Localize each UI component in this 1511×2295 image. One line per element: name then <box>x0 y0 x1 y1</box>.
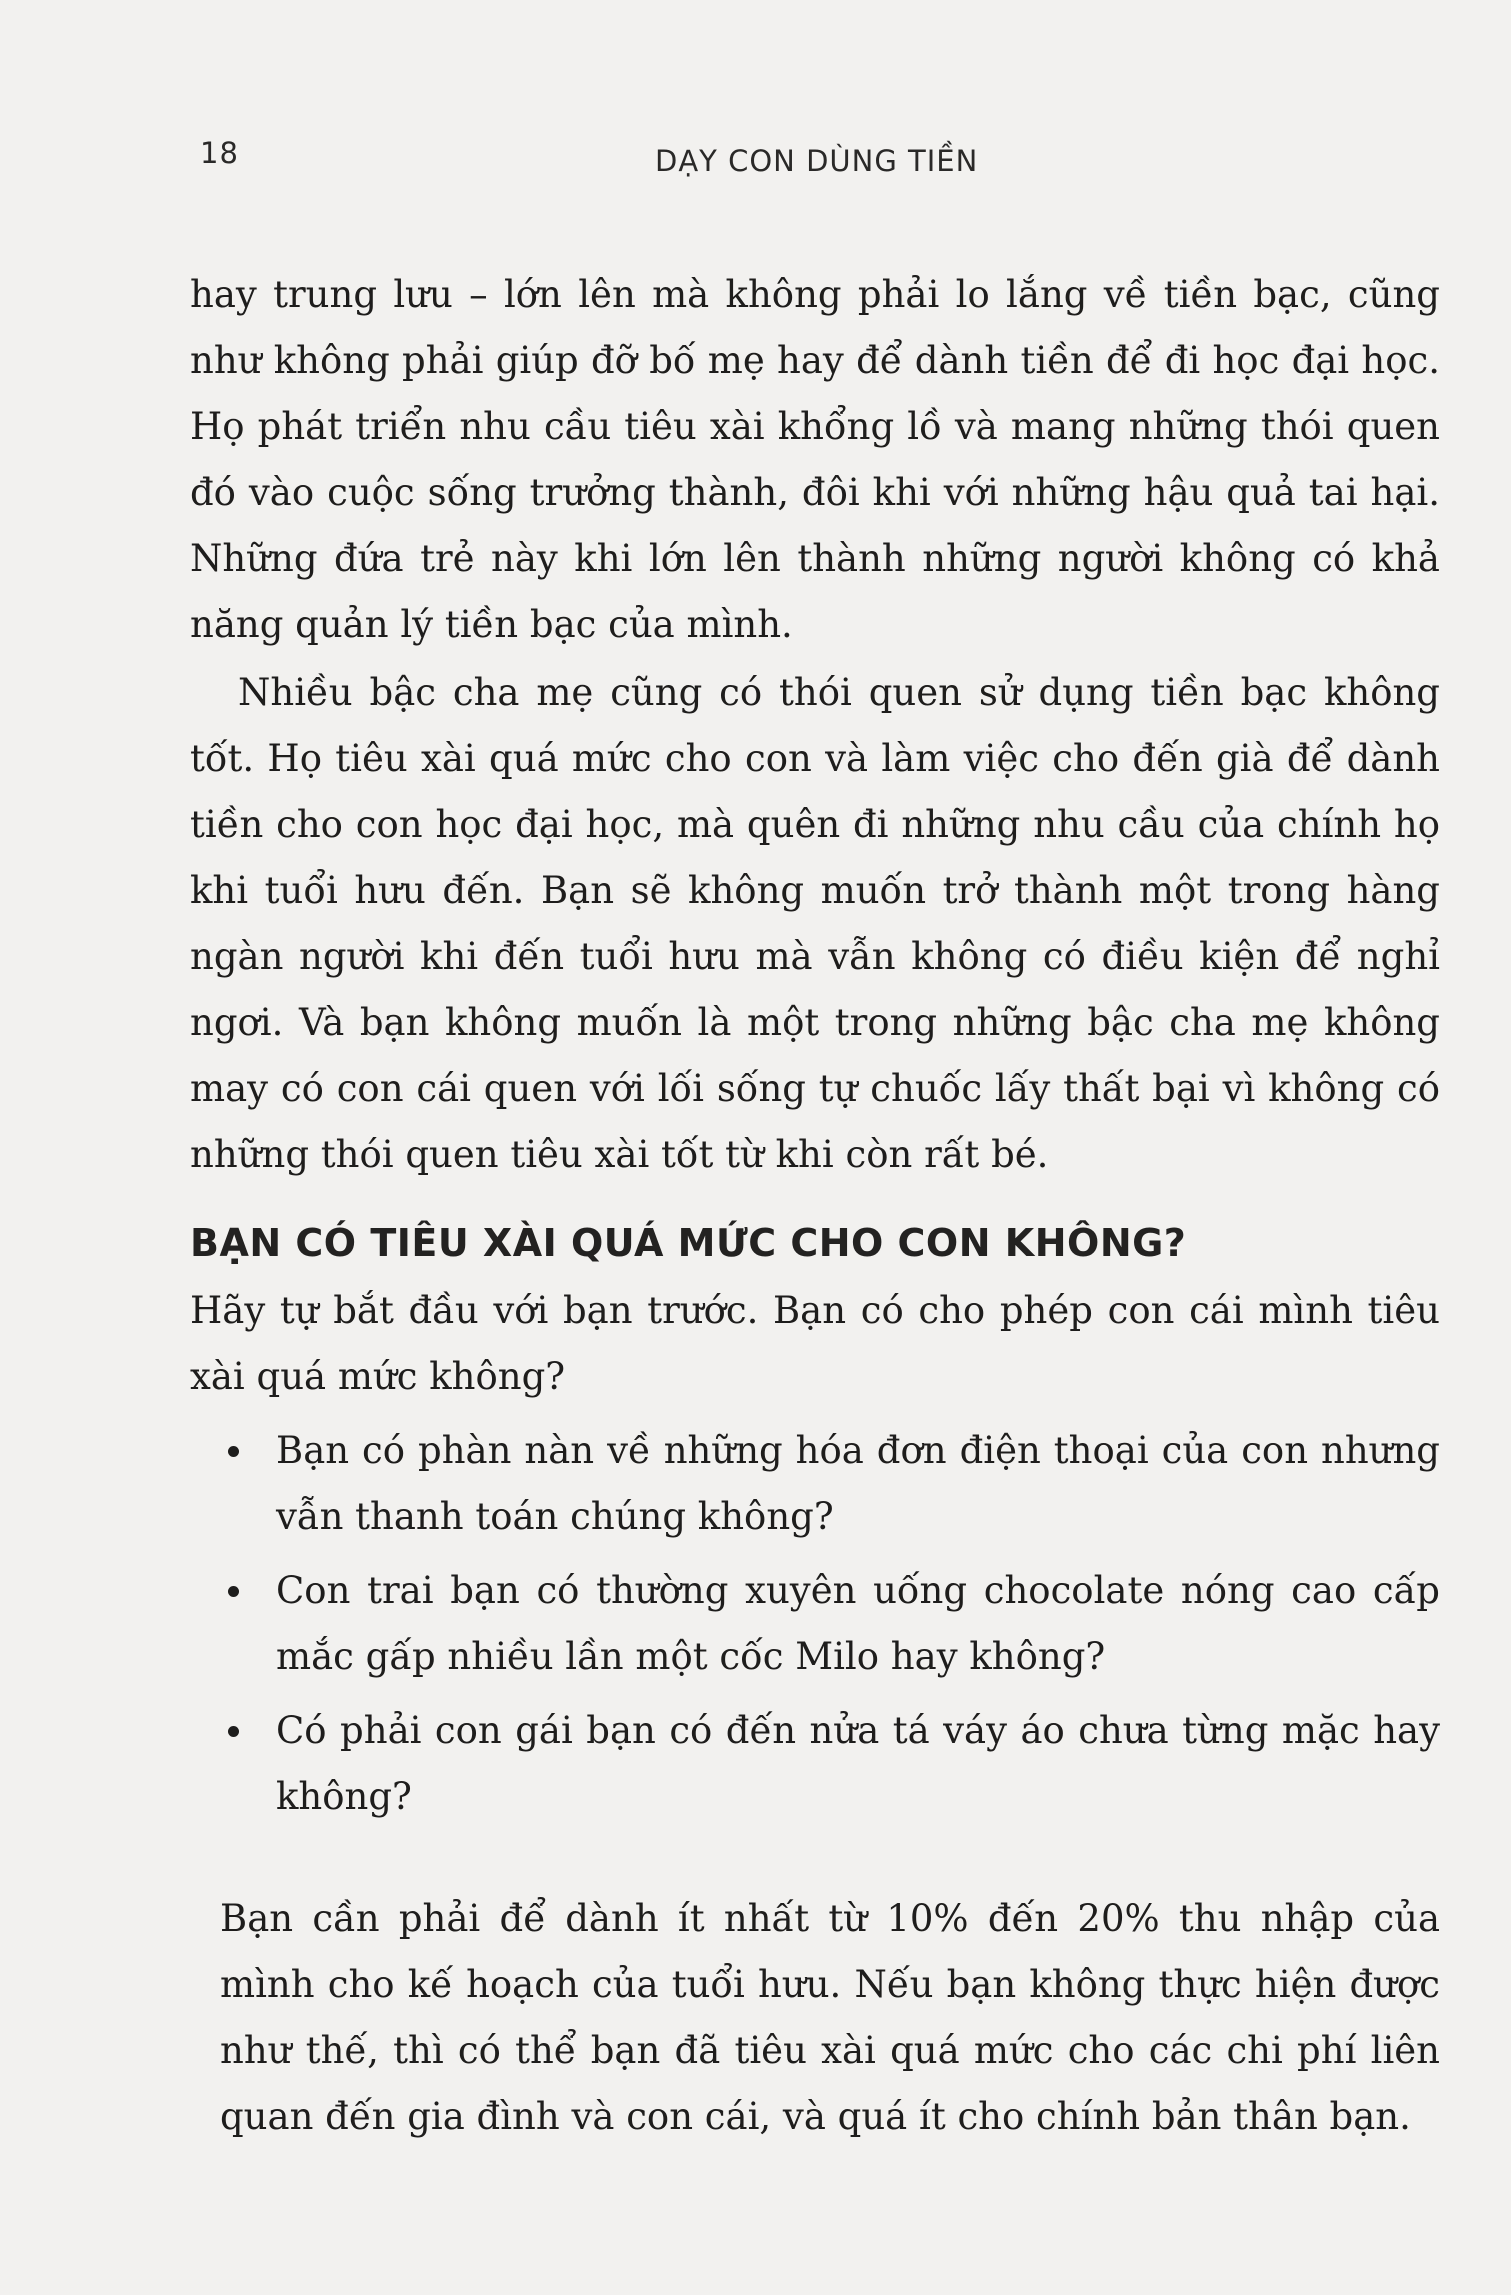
list-item <box>190 1418 1440 1550</box>
list-item <box>190 1558 1440 1690</box>
bullet-icon <box>228 1586 239 1597</box>
paragraph-parents-habits: Nhiều bậc cha mẹ cũng có thói quen sử dụng tiền bạc không tốt. Họ tiêu xài quá mức cho con và làm việc cho đến già để dành tiền cho con học đại học, mà quên đi những nhu cầu của chính họ khi tuổi hưu đến. Bạn sẽ không muốn trở thành một trong hàng ngàn người khi đến tuổi hưu mà vẫn không có điều kiện để nghỉ ngơi. Và bạn không muốn là một trong những bậc cha mẹ không may có con cái quen với lối sống tự chuốc lấy thất bại vì không có những thói quen tiêu xài tốt từ khi còn rất bé. <box>190 671 1440 1176</box>
list-item-text: Con trai bạn có thường xuyên uống chocolate nóng cao cấp mắc gấp nhiều lần một cốc Milo hay không? <box>276 1569 1440 1678</box>
list-item-text: Có phải con gái bạn có đến nửa tá váy áo chưa từng mặc hay không? <box>276 1709 1440 1818</box>
body-text <box>190 262 1440 2150</box>
list-item <box>190 1698 1440 1830</box>
question-list <box>190 1418 1440 1830</box>
section-intro: Hãy tự bắt đầu với bạn trước. Bạn có cho phép con cái mình tiêu xài quá mức không? <box>190 1289 1440 1398</box>
paragraph-continuation: hay trung lưu – lớn lên mà không phải lo lắng về tiền bạc, cũng như không phải giúp đỡ bố mẹ hay để dành tiền để đi học đại học. Họ phát triển nhu cầu tiêu xài khổng lồ và mang những thói quen đó vào cuộc sống trưởng thành, đôi khi với những hậu quả tai hại. Những đứa trẻ này khi lớn lên thành những người không có khả năng quản lý tiền bạc của mình. <box>190 273 1440 646</box>
bullet-icon <box>228 1446 239 1457</box>
list-item-text: Bạn có phàn nàn về những hóa đơn điện thoại của con nhưng vẫn thanh toán chúng không? <box>276 1429 1440 1538</box>
section-heading: BẠN CÓ TIÊU XÀI QUÁ MỨC CHO CON KHÔNG? <box>190 1221 1187 1265</box>
bullet-icon <box>228 1726 239 1737</box>
running-header <box>0 136 1511 186</box>
book-title: DẠY CON DÙNG TIỀN <box>655 144 979 178</box>
page-number: 18 <box>200 136 239 170</box>
closing-paragraph: Bạn cần phải để dành ít nhất từ 10% đến 20% thu nhập của mình cho kế hoạch của tuổi hưu. Nếu bạn không thực hiện được như thế, thì có thể bạn đã tiêu xài quá mức cho các chi phí liên quan đến gia đình và con cái, và quá ít cho chính bản thân bạn. <box>220 1897 1440 2138</box>
